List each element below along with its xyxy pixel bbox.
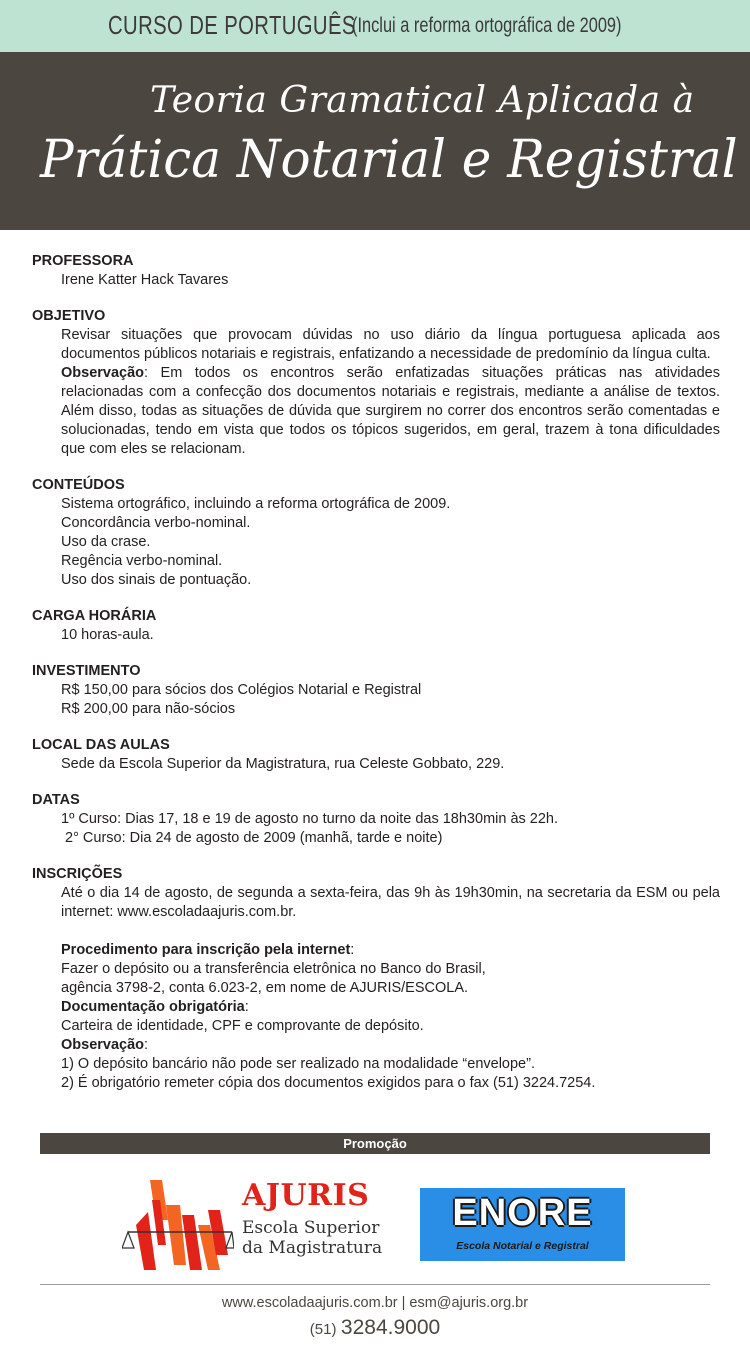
section-local [32, 736, 720, 774]
hero-banner [0, 52, 750, 230]
objective-text: Revisar situações que provocam dúvidas no uso diário da língua portuguesa aplicada aos documentos públicos notariais e registrais, enfatizando a necessidade de predomínio da língua culta. [61, 327, 720, 362]
section-title: PROFESSORA [32, 253, 134, 269]
observation-line: 2) É obrigatório remeter cópia dos documentos exigidos para o fax (51) 3224.7254. [61, 1075, 596, 1091]
price-item: R$ 150,00 para sócios dos Colégios Notarial e Registral [61, 682, 422, 698]
list-item: Regência verbo-nominal. [61, 553, 223, 569]
registration-text: Até o dia 14 de agosto, de segunda a sexta-feira, das 9h às 19h30min, na secretaria da ESM ou pela internet: www.escoladaajuris.com.br. [61, 885, 720, 920]
documents-text: Carteira de identidade, CPF e comprovante de depósito. [61, 1018, 424, 1034]
section-datas [32, 791, 720, 848]
registration-procedure: Procedimento para inscrição pela internet: Fazer o depósito ou a transferência eletrônica no Banco do Brasil, agência 3798-2, conta 6.023-2, em nome de AJURIS/ESCOLA. Documentação obrigatória: Carteira de identidade, CPF e comprovante de depósito. Observação: 1) O depósito bancário não pode ser realizado na modalidade “envelope”. 2) É obrigatório remeter cópia dos documentos exigidos para o fax (51) 3224.7254. [32, 941, 720, 1093]
objective-observation [32, 364, 720, 459]
list-item: Sistema ortográfico, incluindo a reforma ortográfica de 2009. [61, 496, 451, 512]
enore-logo [420, 1188, 625, 1261]
ajuris-logo [122, 1170, 392, 1280]
title-line-2: Prática Notarial e Registral [40, 130, 738, 190]
section-carga-horaria [32, 607, 720, 645]
section-title: OBJETIVO [32, 308, 106, 324]
top-bar [0, 0, 750, 52]
price-item: R$ 200,00 para não-sócios [61, 701, 236, 717]
enore-wordmark: ENORE [452, 1192, 593, 1234]
observation-line: 1) O depósito bancário não pode ser realizado na modalidade “envelope”. [61, 1056, 535, 1072]
phone-number: 3284.9000 [340, 1316, 441, 1339]
section-title: CONTEÚDOS [32, 477, 125, 493]
documents-label: Documentação obrigatória [61, 999, 245, 1015]
section-objetivo [32, 307, 720, 459]
course-details [32, 252, 720, 1110]
section-inscricoes [32, 865, 720, 1093]
workload-text: 10 horas-aula. [61, 627, 154, 643]
contents-list [32, 495, 720, 590]
section-professora [32, 252, 720, 290]
observation-label: Observação [61, 365, 145, 381]
location-text: Sede da Escola Superior da Magistratura, rua Celeste Gobbato, 229. [61, 756, 505, 772]
section-title: INSCRIÇÕES [32, 866, 123, 882]
title-line-1: Teoria Gramatical Aplicada à [150, 80, 695, 121]
ajuris-subtitle: da Magistratura [242, 1238, 383, 1258]
date-item: 2° Curso: Dia 24 de agosto de 2009 (manhã, tarde e noite) [61, 830, 443, 846]
dates-list [32, 810, 720, 848]
observation-text: : Em todos os encontros serão enfatizadas situações práticas nas atividades relacionadas com a confecção dos documentos notariais e registrais, mediante a análise de textos. Além disso, todas as situações de dúvida que surgirem no correr dos encontros serão comentadas e solucionadas, tendo em vista que todos os tópicos sugeridos, em geral, trazem à tona dificuldades que com eles se relacionam. [61, 365, 720, 457]
section-investimento [32, 662, 720, 719]
procedure-line: agência 3798-2, conta 6.023-2, em nome de AJURIS/ESCOLA. [61, 980, 469, 996]
section-title: INVESTIMENTO [32, 663, 141, 679]
list-item: Concordância verbo-nominal. [61, 515, 251, 531]
footer-contacts: www.escoladaajuris.com.br | esm@ajuris.org.br [221, 1295, 529, 1311]
price-list [32, 681, 720, 719]
course-label: CURSO DE PORTUGUÊS [108, 10, 356, 40]
enore-subtitle: Escola Notarial e Registral [456, 1240, 589, 1252]
section-title: CARGA HORÁRIA [32, 608, 157, 624]
observation-label: Observação [61, 1037, 145, 1053]
list-item: Uso da crase. [61, 534, 151, 550]
section-conteudos [32, 476, 720, 590]
section-title: DATAS [32, 792, 80, 808]
list-item: Uso dos sinais de pontuação. [61, 572, 252, 588]
reform-note: (Inclui a reforma ortográfica de 2009) [352, 14, 622, 37]
ajuris-subtitle: Escola Superior [242, 1218, 380, 1238]
procedure-line: Fazer o depósito ou a transferência eletrônica no Banco do Brasil, [61, 961, 486, 977]
date-item: 1º Curso: Dias 17, 18 e 19 de agosto no turno da noite das 18h30min às 22h. [61, 811, 559, 827]
professor-name: Irene Katter Hack Tavares [61, 272, 229, 288]
footer-phone [0, 1316, 750, 1340]
promotion-bar: Promoção [40, 1133, 710, 1154]
phone-area-code: (51) [309, 1321, 337, 1338]
section-title: LOCAL DAS AULAS [32, 737, 170, 753]
footer-divider [40, 1284, 710, 1285]
procedure-label: Procedimento para inscrição pela internet [61, 942, 351, 958]
ajuris-emblem-icon [122, 1170, 234, 1280]
ajuris-name: AJURIS [242, 1178, 370, 1213]
